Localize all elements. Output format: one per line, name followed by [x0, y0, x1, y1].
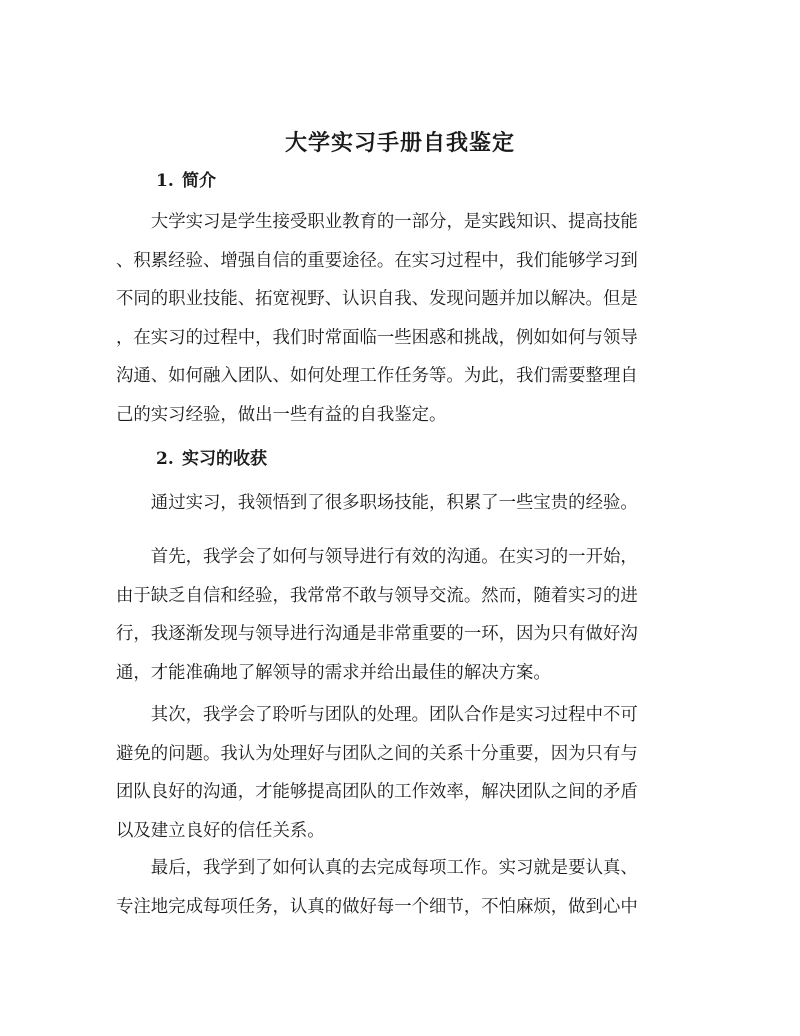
paragraph-line: 不同的职业技能、拓宽视野、认识自我、发现问题并加以解决。但是 — [116, 289, 638, 310]
paragraph-line: 以及建立良好的信任关系。 — [116, 820, 325, 841]
paragraph-gains-summary — [116, 484, 676, 523]
paragraph-line: 由于缺乏自信和经验，我常常不敢与领导交流。然而，随着实习的进 — [116, 585, 638, 606]
paragraph-line: 、积累经验、增强自信的重要途径。在实习过程中，我们能够学习到 — [116, 250, 638, 271]
paragraph-line: 行，我逐渐发现与领导进行沟通是非常重要的一环，因为只有做好沟 — [116, 624, 638, 645]
paragraph-line: 最后，我学到了如何认真的去完成每项工作。实习就是要认真、 — [150, 858, 638, 878]
section-number: 1. — [156, 171, 174, 191]
section-number: 2. — [156, 449, 174, 469]
paragraph-line: 专注地完成每项任务，认真的做好每一个细节，不怕麻烦，做到心中 — [116, 896, 638, 917]
section-heading-gains — [156, 444, 267, 469]
paragraph-line: 通，才能准确地了解领导的需求并给出最佳的解决方案。 — [116, 662, 551, 683]
paragraph-line: 首先，我学会了如何与领导进行有效的沟通。在实习的一开始， — [150, 547, 638, 567]
paragraph-line: 己的实习经验，做出一些有益的自我鉴定。 — [116, 404, 447, 425]
section-title: 简介 — [182, 171, 216, 191]
paragraph-line: 其次，我学会了聆听与团队的处理。团队合作是实习过程中不可 — [150, 705, 638, 725]
paragraph-first — [116, 538, 676, 692]
paragraph-line: 沟通、如何融入团队、如何处理工作任务等。为此，我们需要整理自 — [116, 366, 638, 387]
paragraph-line: 团队良好的沟通，才能够提高团队的工作效率，解决团队之间的矛盾 — [116, 782, 638, 803]
paragraph-line: ，在实习的过程中，我们时常面临一些困惑和挑战，例如如何与领导 — [116, 327, 638, 348]
paragraph-line: 大学实习是学生接受职业教育的一部分，是实践知识、提高技能 — [150, 212, 638, 232]
paragraph-intro — [116, 203, 676, 435]
paragraph-second — [116, 696, 676, 850]
document-title: 大学实习手册自我鉴定 — [284, 130, 515, 156]
paragraph-line: 通过实习，我领悟到了很多职场技能，积累了一些宝贵的经验。 — [150, 493, 638, 513]
section-title: 实习的收获 — [182, 449, 267, 469]
section-heading-intro — [156, 166, 216, 191]
paragraph-last — [116, 849, 676, 926]
paragraph-line: 避免的问题。我认为处理好与团队之间的关系十分重要，因为只有与 — [116, 743, 638, 764]
